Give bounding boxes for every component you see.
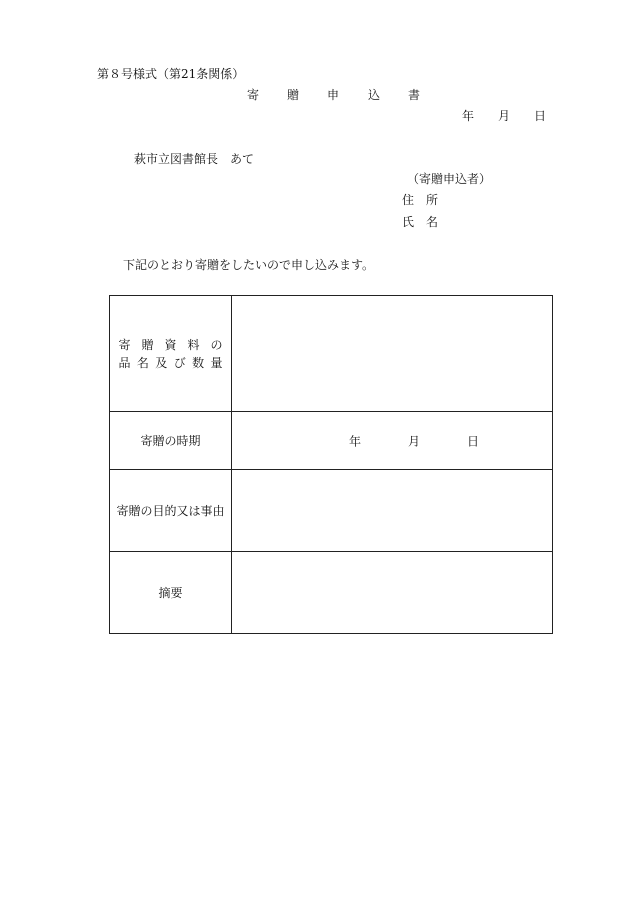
table-row xyxy=(110,296,553,412)
table-row xyxy=(110,470,553,552)
timing-year-label: 年 xyxy=(349,434,362,448)
timing-day-label: 日 xyxy=(467,434,480,448)
address-label: 住 所 xyxy=(402,193,439,207)
form-number: 第８号様式（第21条関係） xyxy=(97,67,245,81)
date-month-label: 月 xyxy=(498,109,511,123)
timing-label: 寄贈の時期 xyxy=(110,412,232,470)
table-row xyxy=(110,412,553,470)
name-label: 氏 名 xyxy=(402,215,439,229)
materials-label-line2: 品名及び数量 xyxy=(118,355,223,370)
materials-label-cell xyxy=(110,296,232,412)
materials-label-line1: 寄贈資料の xyxy=(118,337,223,352)
table-row xyxy=(110,552,553,634)
timing-month-label: 月 xyxy=(408,434,421,448)
title-char: 込 xyxy=(368,88,381,102)
donation-form-table xyxy=(109,295,553,634)
materials-input[interactable] xyxy=(232,296,553,412)
purpose-input[interactable] xyxy=(232,470,553,552)
purpose-label: 寄贈の目的又は事由 xyxy=(110,470,232,552)
timing-input[interactable] xyxy=(232,412,553,470)
remarks-input[interactable] xyxy=(232,552,553,634)
remarks-label: 摘要 xyxy=(110,552,232,634)
title-char: 書 xyxy=(408,88,421,102)
addressee: 萩市立図書館長 あて xyxy=(134,152,255,166)
title-char: 申 xyxy=(327,88,340,102)
date-year-label: 年 xyxy=(462,109,475,123)
applicant-label: （寄贈申込者） xyxy=(407,172,492,186)
intro-text: 下記のとおり寄贈をしたいので申し込みます。 xyxy=(123,258,375,272)
title-char: 贈 xyxy=(287,88,300,102)
title-char: 寄 xyxy=(247,88,260,102)
date-day-label: 日 xyxy=(534,109,547,123)
